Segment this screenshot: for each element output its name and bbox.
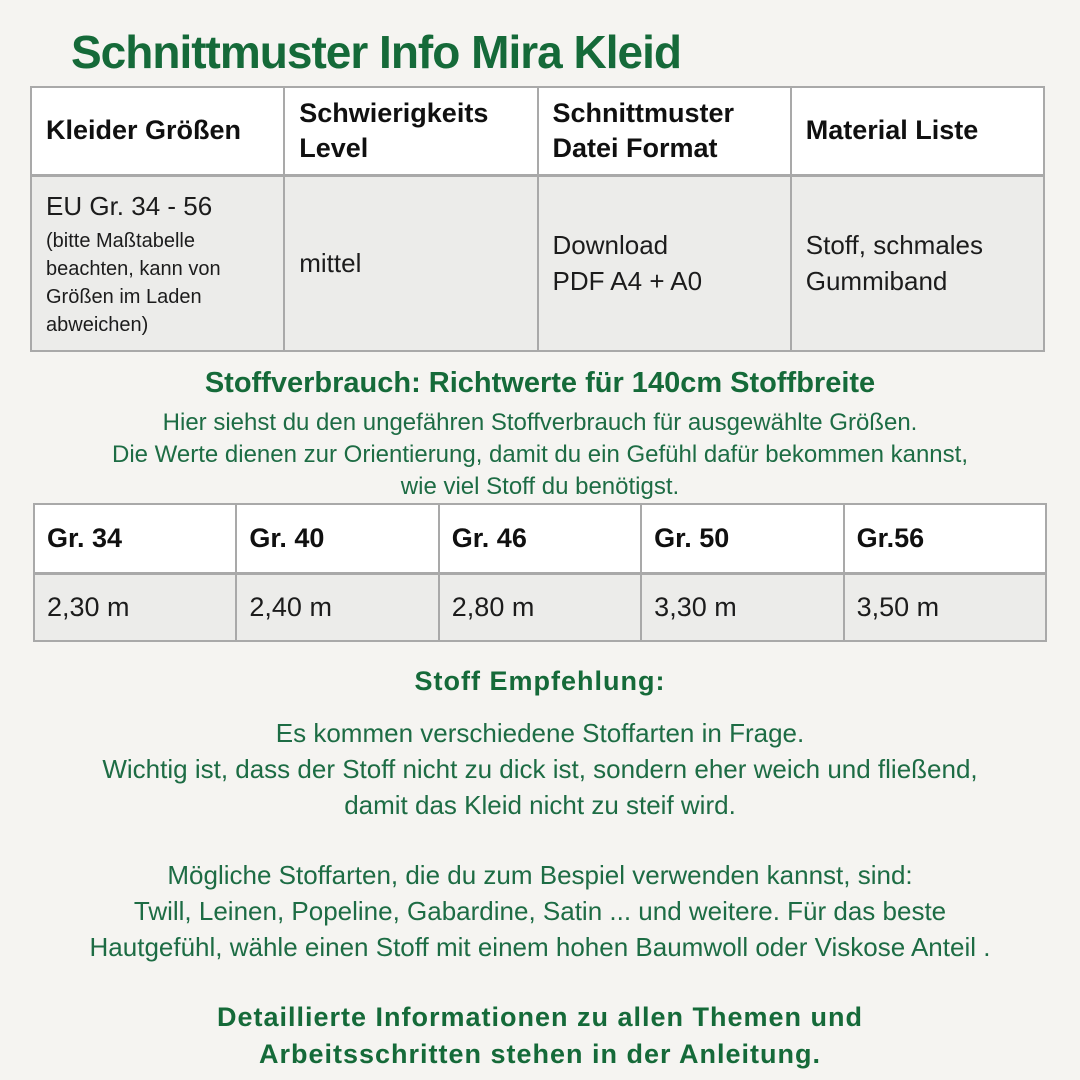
header-cell-gr-56: Gr.56	[844, 504, 1046, 573]
header-cell-gr-34: Gr. 34	[34, 504, 236, 573]
fabric-usage-line-1: Hier siehst du den ungefähren Stoffverbrauch für ausgewählte Größen.	[162, 409, 918, 436]
file-format-cell	[538, 175, 791, 351]
reco-para1-line-3: damit das Kleid nicht zu steif wird.	[344, 790, 736, 820]
reco-para2-line-2: Twill, Leinen, Popeline, Gabardine, Satin ... und weitere. Für das beste	[133, 896, 947, 926]
pattern-info-header-row	[31, 87, 1044, 175]
value-cell-gr-40: 2,40 m	[236, 573, 438, 641]
reco-para2-line-1: Mögliche Stoffarten, die du zum Bespiel verwenden kannst, sind:	[167, 860, 913, 890]
header-cell-gr-50: Gr. 50	[641, 504, 843, 573]
footer-line-1: Detaillierte Informationen zu allen Themen und	[216, 1002, 864, 1032]
reco-para1-line-1: Es kommen verschiedene Stoffarten in Frage.	[275, 718, 805, 748]
pattern-info-data-row	[31, 175, 1044, 351]
file-format-line-2: PDF A4 + A0	[552, 266, 703, 297]
sizes-cell	[31, 175, 284, 351]
value-cell-gr-34: 2,30 m	[34, 573, 236, 641]
header-cell-schwierigkeits-level: Schwierigkeits Level	[284, 87, 537, 175]
fabric-recommendation-paragraph-2	[0, 857, 1080, 965]
fabric-usage-section	[0, 367, 1080, 503]
page-title: Schnittmuster Info Mira Kleid	[71, 26, 681, 78]
fabric-usage-line-3: wie viel Stoff du benötigst.	[400, 473, 680, 500]
footer-note	[0, 999, 1080, 1073]
sizes-note: (bitte Maßtabelle beachten, kann von Größen im Laden abweichen)	[46, 229, 221, 336]
footer-line-2: Arbeitsschritten stehen in der Anleitung.	[258, 1039, 822, 1069]
fabric-recommendation-paragraph-1	[0, 715, 1080, 823]
header-cell-datei-format: Schnittmuster Datei Format	[538, 87, 791, 175]
sizes-main: EU Gr. 34 - 56	[46, 190, 213, 221]
value-cell-gr-46: 2,80 m	[439, 573, 641, 641]
difficulty-cell: mittel	[284, 175, 537, 351]
fabric-usage-heading: Stoffverbrauch: Richtwerte für 140cm Stoffbreite	[204, 367, 876, 399]
materials-cell: Stoff, schmales Gummiband	[791, 175, 1044, 351]
reco-para1-line-2: Wichtig ist, dass der Stoff nicht zu dick ist, sondern eher weich und fließend,	[102, 754, 978, 784]
pattern-info-table	[30, 86, 1045, 352]
value-cell-gr-50: 3,30 m	[641, 573, 843, 641]
header-cell-material-liste: Material Liste	[791, 87, 1044, 175]
fabric-amount-header-row	[34, 504, 1046, 573]
header-cell-gr-40: Gr. 40	[236, 504, 438, 573]
fabric-usage-line-2: Die Werte dienen zur Orientierung, damit du ein Gefühl dafür bekommen kannst,	[111, 441, 968, 468]
fabric-recommendation-heading: Stoff Empfehlung:	[414, 666, 666, 696]
fabric-amount-table	[33, 503, 1047, 642]
header-cell-gr-46: Gr. 46	[439, 504, 641, 573]
value-cell-gr-56: 3,50 m	[844, 573, 1046, 641]
fabric-amount-data-row	[34, 573, 1046, 641]
file-format-line-1: Download	[552, 229, 669, 260]
reco-para2-line-3: Hautgefühl, wähle einen Stoff mit einem hohen Baumwoll oder Viskose Anteil .	[89, 932, 991, 962]
fabric-recommendation-section	[0, 666, 1080, 965]
header-cell-kleider-groessen: Kleider Größen	[31, 87, 284, 175]
